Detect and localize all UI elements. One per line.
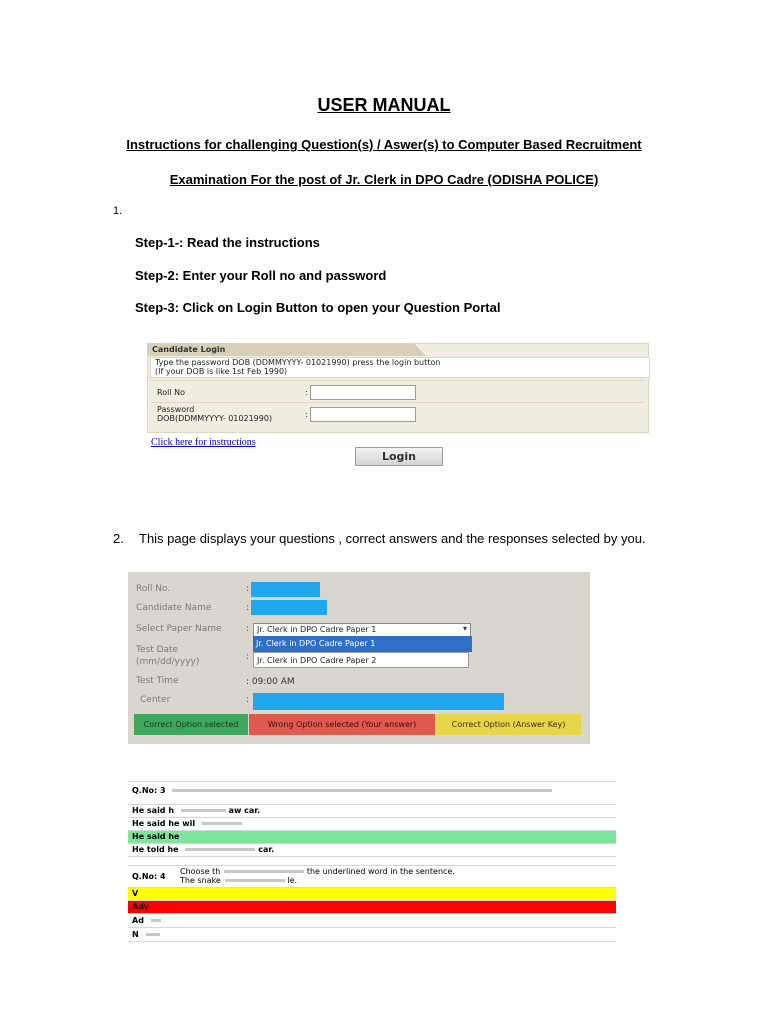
q4-option-3-text: Ad bbox=[132, 916, 144, 925]
roll-label: Roll No bbox=[157, 388, 185, 397]
login-header-tab-tip bbox=[414, 343, 426, 356]
q4-line-1-end: the underlined word in the sentence. bbox=[306, 867, 455, 876]
subtitle-line-1: Instructions for challenging Question(s) / Aswer(s) to Computer Based Recruitment bbox=[126, 137, 642, 152]
legend-correct-key: Correct Option (Answer Key) bbox=[436, 714, 581, 735]
password-label bbox=[157, 405, 272, 423]
password-label-line-2: DOB(DDMMYYYY- 01021990) bbox=[157, 414, 273, 423]
instructions-link[interactable]: Click here for instructions bbox=[151, 437, 256, 448]
q3-option-2-obscured bbox=[202, 822, 242, 825]
question-4-line-2 bbox=[180, 876, 455, 885]
section-2-text: This page displays your questions , correct answers and the responses selected by you. bbox=[139, 531, 646, 546]
login-note-line-1: Type the password DOB (DDMMYYYY- 01021990) press the login button bbox=[155, 358, 441, 367]
login-button[interactable]: Login bbox=[355, 447, 443, 466]
q3-option-2 bbox=[128, 818, 616, 831]
q4-line-1-obscured bbox=[224, 870, 304, 873]
question-3-header bbox=[128, 782, 616, 805]
q4-option-4-obscured bbox=[146, 933, 160, 936]
paper-option-2[interactable]: Jr. Clerk in DPO Cadre Paper 2 bbox=[253, 652, 469, 668]
q4-option-4-text: N bbox=[132, 930, 139, 939]
section-2-number: 2. bbox=[113, 531, 124, 546]
center-label: Center bbox=[140, 695, 171, 705]
step-2: Step-2: Enter your Roll no and password bbox=[135, 268, 387, 283]
legend-wrong-selected: Wrong Option selected (Your answer) bbox=[249, 714, 435, 735]
password-colon: : bbox=[305, 410, 308, 419]
q3-option-1-start: He said h bbox=[132, 806, 175, 815]
question-4-label: Q.No: 4 bbox=[132, 872, 166, 881]
q3-option-1 bbox=[128, 805, 616, 818]
q4-option-3 bbox=[128, 914, 616, 928]
question-4-header bbox=[128, 866, 616, 888]
q3-option-1-obscured bbox=[181, 809, 226, 812]
question-3-text-obscured bbox=[172, 789, 552, 792]
candidate-name-colon: : bbox=[246, 603, 250, 613]
login-note bbox=[150, 357, 650, 378]
test-date-label-line-2: (mm/dd/yyyy) bbox=[136, 657, 200, 667]
login-note-line-2: (If your DOB is like 1st Feb 1990) bbox=[155, 367, 288, 376]
password-input[interactable] bbox=[310, 407, 416, 422]
q3-option-2-text: He said he wil bbox=[132, 819, 196, 828]
q4-option-4 bbox=[128, 928, 616, 942]
q3-option-4-start: He told he bbox=[132, 845, 179, 854]
candidate-name-label: Candidate Name bbox=[136, 603, 212, 613]
candidate-name-redacted bbox=[251, 600, 327, 615]
q4-option-1-correct-key bbox=[128, 888, 616, 901]
q4-line-2-obscured bbox=[225, 879, 285, 882]
center-colon: : bbox=[246, 695, 250, 705]
q4-option-3-obscured bbox=[151, 919, 161, 922]
test-date-colon: : bbox=[246, 652, 250, 662]
q3-option-4-end: car. bbox=[258, 845, 275, 854]
q4-option-1-text: V bbox=[132, 889, 139, 898]
roll-no-label: Roll No. bbox=[136, 584, 171, 594]
paper-option-1[interactable]: Jr. Clerk in DPO Cadre Paper 1 bbox=[253, 636, 472, 652]
paper-select-value: Jr. Clerk in DPO Cadre Paper 1 bbox=[257, 625, 377, 634]
question-4-text bbox=[180, 867, 455, 885]
center-redacted bbox=[253, 693, 504, 710]
q3-option-1-end: aw car. bbox=[228, 806, 261, 815]
page-title: USER MANUAL bbox=[317, 95, 451, 115]
test-date-label-line-1: Test Date bbox=[136, 645, 179, 655]
step-3: Step-3: Click on Login Button to open your Question Portal bbox=[135, 300, 501, 315]
q4-line-2-start: The snake bbox=[180, 876, 221, 885]
q3-option-4-obscured bbox=[185, 848, 255, 851]
chevron-down-icon[interactable]: ▾ bbox=[463, 624, 468, 633]
question-3-label: Q.No: 3 bbox=[132, 786, 166, 795]
q3-option-3-text: He said he bbox=[132, 832, 180, 841]
question-4-table bbox=[128, 865, 616, 942]
q4-option-2-text: Adv bbox=[132, 902, 150, 911]
question-4-line-1 bbox=[180, 867, 455, 876]
select-paper-colon: : bbox=[246, 624, 250, 634]
test-date-label bbox=[136, 644, 199, 668]
roll-no-redacted bbox=[251, 582, 320, 597]
paper-select[interactable] bbox=[253, 623, 471, 637]
select-paper-label: Select Paper Name bbox=[136, 624, 222, 634]
step-1: Step-1-: Read the instructions bbox=[135, 235, 320, 250]
password-label-line-1: Password bbox=[157, 405, 195, 414]
q4-option-2-wrong bbox=[128, 901, 616, 914]
q3-option-4 bbox=[128, 844, 616, 857]
section-1-number: 1. bbox=[113, 205, 123, 217]
q3-option-3-correct bbox=[128, 831, 616, 844]
q4-line-2-end: le. bbox=[287, 876, 298, 885]
question-3-table bbox=[128, 781, 616, 856]
subtitle-line-2: Examination For the post of Jr. Clerk in DPO Cadre (ODISHA POLICE) bbox=[169, 172, 599, 187]
roll-colon: : bbox=[305, 388, 308, 397]
q4-line-1-start: Choose th bbox=[180, 867, 221, 876]
roll-no-colon: : bbox=[246, 584, 250, 594]
candidate-login-header: Candidate Login bbox=[147, 343, 414, 356]
legend-correct-selected: Correct Option selected bbox=[134, 714, 248, 735]
roll-input[interactable] bbox=[310, 385, 416, 400]
test-time-value: : 09:00 AM bbox=[246, 677, 295, 687]
test-time-label: Test Time bbox=[136, 676, 179, 686]
